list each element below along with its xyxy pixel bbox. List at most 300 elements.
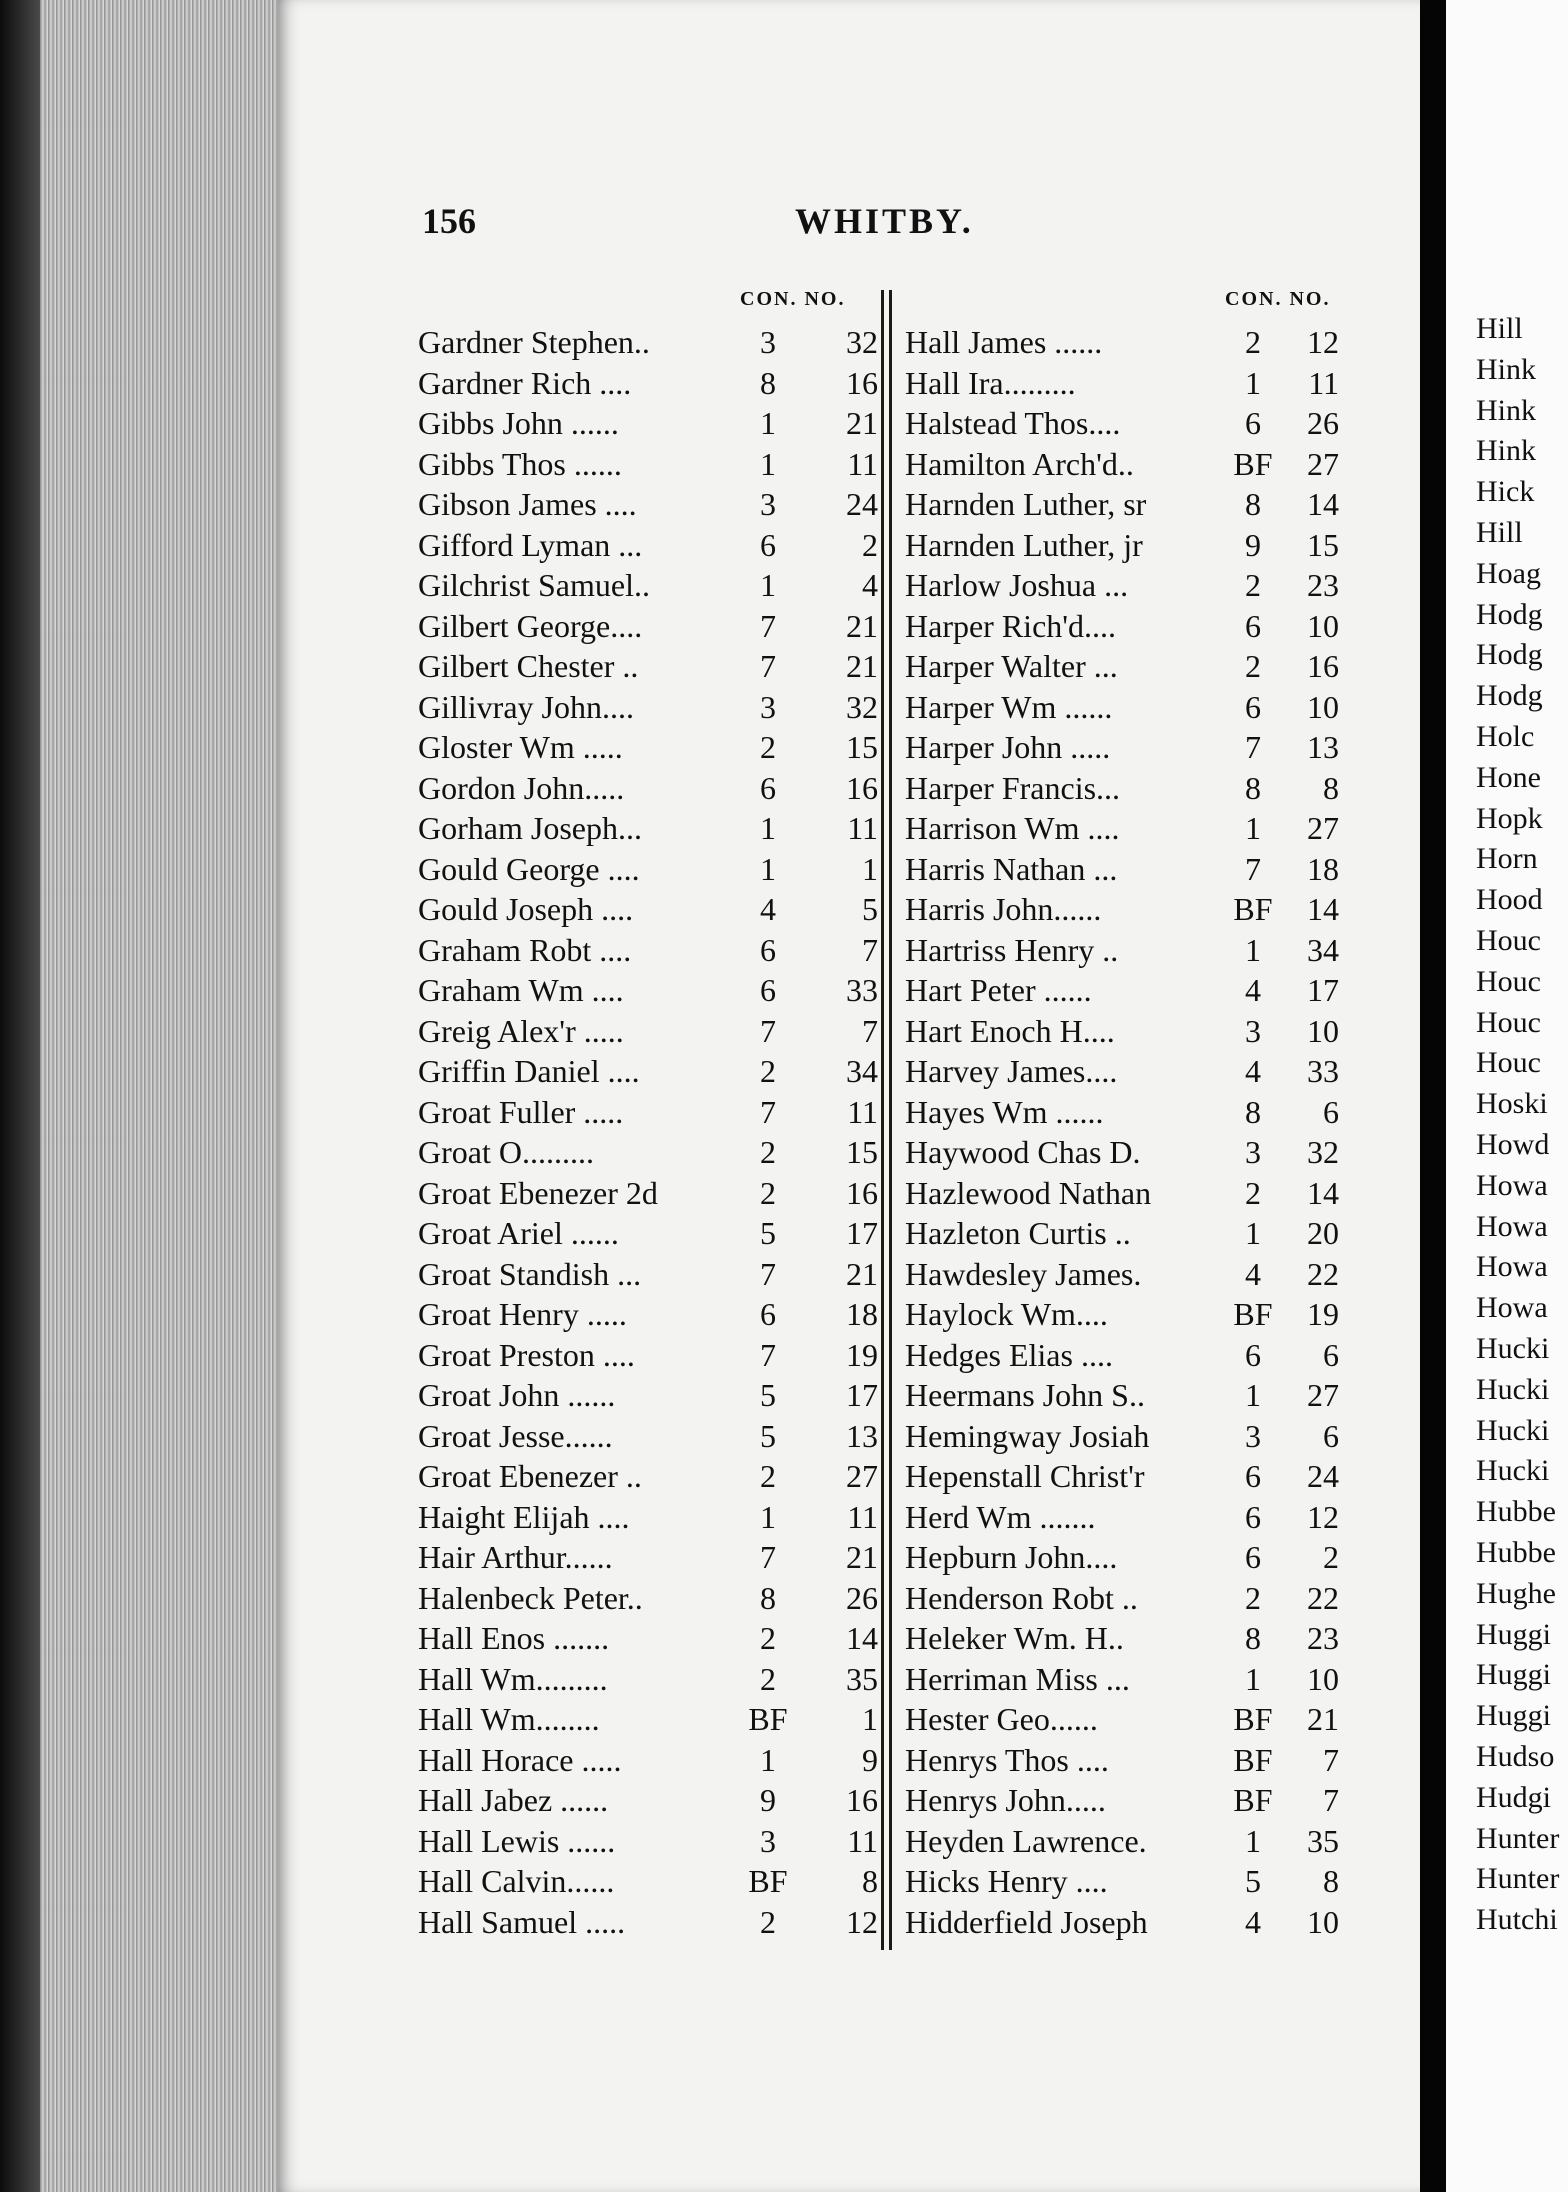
list-item xyxy=(418,1497,878,1538)
concession-number: 7 xyxy=(760,1012,776,1049)
lot-number: 35 xyxy=(1307,1822,1339,1859)
concession-number: BF xyxy=(1233,1741,1273,1778)
list-item xyxy=(418,970,878,1011)
resident-name: Gardner Stephen.. xyxy=(418,324,650,360)
lot-number: 14 xyxy=(1307,486,1339,522)
next-page-fragment: Hucki xyxy=(1476,1413,1550,1447)
list-item xyxy=(418,646,878,687)
list-item xyxy=(905,1618,1345,1659)
concession-number: 9 xyxy=(1245,526,1261,563)
next-page-fragment: Howa xyxy=(1476,1291,1548,1325)
lot-number: 22 xyxy=(1307,1255,1339,1292)
lot-number: 12 xyxy=(846,1903,878,1940)
list-item xyxy=(905,930,1345,971)
concession-number: 6 xyxy=(1245,1336,1261,1373)
list-item xyxy=(418,1902,878,1943)
next-page-fragment: Howd xyxy=(1476,1128,1550,1161)
lot-number: 13 xyxy=(1307,729,1339,765)
concession-number: 7 xyxy=(760,607,776,644)
resident-name: Harris Nathan ... xyxy=(905,850,1118,887)
concession-number: 2 xyxy=(1245,1579,1261,1616)
lot-number: 12 xyxy=(1307,324,1339,360)
lot-number: 11 xyxy=(847,445,878,482)
resident-name: Gould Joseph .... xyxy=(418,891,634,927)
resident-name: Groat O......... xyxy=(418,1134,594,1170)
concession-number: 2 xyxy=(760,1458,776,1494)
page-number: 156 xyxy=(422,201,476,241)
list-item xyxy=(418,1254,878,1295)
next-page-fragment: Howa xyxy=(1476,1209,1548,1243)
right-column-header: CON. NO. xyxy=(1225,288,1331,310)
next-page-fragment: Howa xyxy=(1476,1250,1548,1284)
resident-name: Henrys John..... xyxy=(905,1782,1106,1818)
lot-number: 15 xyxy=(1307,526,1339,563)
concession-number: 4 xyxy=(1245,1255,1261,1292)
next-page-fragment: Holc xyxy=(1476,720,1535,753)
resident-name: Gibbs Thos ...... xyxy=(418,445,622,482)
concession-number: 7 xyxy=(1245,850,1261,887)
lot-number: 34 xyxy=(1307,931,1339,968)
concession-number: 3 xyxy=(760,688,776,725)
list-item xyxy=(905,565,1345,606)
list-item xyxy=(418,1294,878,1335)
next-page-fragment: Horn xyxy=(1476,842,1538,876)
list-item xyxy=(905,1294,1345,1335)
next-page-fragment: Hodg xyxy=(1476,638,1543,672)
resident-name: Harnden Luther, sr xyxy=(905,486,1147,522)
resident-name: Harlow Joshua ... xyxy=(905,567,1129,603)
lot-number: 7 xyxy=(1323,1741,1339,1778)
resident-name: Groat Preston .... xyxy=(418,1336,635,1373)
list-item xyxy=(418,1335,878,1376)
concession-number: 1 xyxy=(1245,1215,1261,1251)
lot-number: 21 xyxy=(846,607,878,644)
resident-name: Gilchrist Samuel.. xyxy=(418,567,650,603)
concession-number: 1 xyxy=(1245,1822,1261,1859)
lot-number: 32 xyxy=(1307,1134,1339,1170)
resident-name: Heyden Lawrence. xyxy=(905,1822,1147,1859)
list-item xyxy=(905,1416,1345,1457)
list-item xyxy=(418,606,878,647)
resident-name: Griffin Daniel .... xyxy=(418,1053,640,1089)
list-item xyxy=(905,1254,1345,1295)
list-item xyxy=(905,525,1345,566)
next-page-fragment: Houc xyxy=(1476,964,1541,998)
resident-name: Harvey James.... xyxy=(905,1053,1118,1089)
list-item xyxy=(418,687,878,728)
concession-number: 6 xyxy=(760,972,776,1008)
concession-number: 6 xyxy=(1245,1458,1261,1494)
concession-number: 3 xyxy=(1245,1417,1261,1454)
resident-name: Harris John...... xyxy=(905,891,1102,927)
next-page-fragment: Houc xyxy=(1476,1046,1541,1080)
list-item xyxy=(905,403,1345,444)
concession-number: 6 xyxy=(1245,1539,1261,1575)
next-page-fragment: Hunter xyxy=(1476,1821,1560,1855)
concession-number: 1 xyxy=(1245,931,1261,968)
lot-number: 15 xyxy=(846,1134,878,1170)
lot-number: 6 xyxy=(1323,1336,1339,1373)
next-page-fragment: Hink xyxy=(1476,393,1536,427)
resident-name: Haight Elijah .... xyxy=(418,1498,630,1535)
resident-name: Hall Ira......... xyxy=(905,364,1076,401)
list-item xyxy=(905,606,1345,647)
list-item xyxy=(905,363,1345,404)
list-item xyxy=(418,1618,878,1659)
next-page-fragment: Hill xyxy=(1476,312,1523,345)
list-item xyxy=(905,322,1345,363)
lot-number: 11 xyxy=(847,1093,878,1130)
lot-number: 16 xyxy=(846,769,878,806)
concession-number: 1 xyxy=(760,850,776,887)
list-item xyxy=(418,1051,878,1092)
lot-number: 10 xyxy=(1307,1012,1339,1049)
concession-number: 7 xyxy=(1245,729,1261,765)
concession-number: BF xyxy=(1233,891,1273,927)
next-page-fragment: Hutchi xyxy=(1476,1903,1558,1937)
resident-name: Hall Enos ....... xyxy=(418,1620,610,1656)
concession-number: 7 xyxy=(760,1539,776,1575)
resident-name: Hemingway Josiah xyxy=(905,1417,1150,1454)
lot-number: 27 xyxy=(846,1458,878,1494)
left-name-column xyxy=(418,322,878,1942)
list-item xyxy=(418,1659,878,1700)
next-page-fragment: Howa xyxy=(1476,1168,1548,1202)
next-page-fragment: Hoag xyxy=(1476,556,1541,590)
resident-name: Herriman Miss ... xyxy=(905,1660,1130,1697)
list-item xyxy=(905,1740,1345,1781)
next-page-fragment: Hubbe xyxy=(1476,1536,1556,1569)
list-item xyxy=(418,1740,878,1781)
list-item xyxy=(905,1132,1345,1173)
list-item xyxy=(905,687,1345,728)
resident-name: Haywood Chas D. xyxy=(905,1134,1141,1170)
resident-name: Hall James ...... xyxy=(905,324,1103,360)
list-item xyxy=(905,444,1345,485)
concession-number: 7 xyxy=(760,1255,776,1292)
list-item xyxy=(418,1578,878,1619)
concession-number: 8 xyxy=(760,1579,776,1616)
concession-number: 7 xyxy=(760,648,776,684)
concession-number: 1 xyxy=(1245,364,1261,401)
list-item xyxy=(905,1092,1345,1133)
concession-number: 1 xyxy=(760,810,776,846)
concession-number: 3 xyxy=(760,1822,776,1859)
concession-number: 2 xyxy=(760,1903,776,1940)
list-item xyxy=(905,1578,1345,1619)
concession-number: BF xyxy=(1233,1701,1273,1737)
concession-number: 2 xyxy=(1245,567,1261,603)
resident-name: Hartriss Henry .. xyxy=(905,931,1119,968)
list-item xyxy=(905,768,1345,809)
next-page-fragment: Houc xyxy=(1476,924,1541,957)
list-item xyxy=(905,1821,1345,1862)
list-item xyxy=(905,1375,1345,1416)
next-page-fragment: Hopk xyxy=(1476,801,1543,835)
resident-name: Hawdesley James. xyxy=(905,1255,1142,1292)
next-page-fragment: Hubbe xyxy=(1476,1495,1556,1529)
book-spine-shadow xyxy=(0,0,40,2192)
concession-number: 2 xyxy=(760,1134,776,1170)
resident-name: Gardner Rich .... xyxy=(418,364,632,401)
concession-number: 5 xyxy=(1245,1863,1261,1899)
lot-number: 21 xyxy=(846,1255,878,1292)
lot-number: 8 xyxy=(1323,769,1339,806)
resident-name: Haylock Wm.... xyxy=(905,1296,1108,1332)
resident-name: Hall Calvin...... xyxy=(418,1863,615,1899)
list-item xyxy=(418,1011,878,1052)
lot-number: 26 xyxy=(1307,405,1339,441)
lot-number: 13 xyxy=(846,1417,878,1454)
resident-name: Hester Geo...... xyxy=(905,1701,1098,1737)
concession-number: 6 xyxy=(1245,1498,1261,1535)
lot-number: 21 xyxy=(846,405,878,441)
list-item xyxy=(418,889,878,930)
concession-number: 5 xyxy=(760,1215,776,1251)
column-divider xyxy=(881,290,884,1950)
resident-name: Harper John ..... xyxy=(905,729,1111,765)
resident-name: Groat Ariel ...... xyxy=(418,1215,619,1251)
list-item xyxy=(418,1456,878,1497)
list-item xyxy=(905,1699,1345,1740)
resident-name: Harrison Wm .... xyxy=(905,810,1120,846)
lot-number: 8 xyxy=(862,1863,878,1899)
list-item xyxy=(418,849,878,890)
next-page-fragment: Hudgi xyxy=(1476,1780,1551,1814)
lot-number: 19 xyxy=(846,1336,878,1373)
next-page-fragment: Hucki xyxy=(1476,1332,1550,1365)
lot-number: 10 xyxy=(1307,1660,1339,1697)
concession-number: 6 xyxy=(760,1296,776,1332)
concession-number: BF xyxy=(748,1863,788,1899)
lot-number: 9 xyxy=(862,1741,878,1778)
book-page-edges xyxy=(0,0,290,2192)
resident-name: Hazleton Curtis .. xyxy=(905,1215,1131,1251)
lot-number: 20 xyxy=(1307,1215,1339,1251)
concession-number: 1 xyxy=(760,1498,776,1535)
concession-number: 8 xyxy=(1245,486,1261,522)
next-page-fragment: Hucki xyxy=(1476,1454,1550,1488)
lot-number: 14 xyxy=(1307,891,1339,927)
concession-number: 1 xyxy=(1245,1660,1261,1697)
lot-number: 34 xyxy=(846,1053,878,1089)
concession-number: 5 xyxy=(760,1417,776,1454)
lot-number: 1 xyxy=(862,850,878,887)
resident-name: Heermans John S.. xyxy=(905,1377,1145,1413)
list-item xyxy=(418,1699,878,1740)
concession-number: 2 xyxy=(760,1174,776,1211)
resident-name: Hedges Elias .... xyxy=(905,1336,1113,1373)
lot-number: 23 xyxy=(1307,567,1339,603)
concession-number: 2 xyxy=(760,729,776,765)
resident-name: Hazlewood Nathan xyxy=(905,1174,1152,1211)
list-item xyxy=(418,1821,878,1862)
list-item xyxy=(905,1011,1345,1052)
concession-number: 7 xyxy=(760,1336,776,1373)
lot-number: 17 xyxy=(1307,972,1339,1008)
lot-number: 16 xyxy=(846,1174,878,1211)
list-item xyxy=(418,727,878,768)
list-item xyxy=(905,1497,1345,1538)
lot-number: 18 xyxy=(1307,850,1339,887)
lot-number: 21 xyxy=(846,648,878,684)
resident-name: Harper Walter ... xyxy=(905,648,1118,684)
lot-number: 7 xyxy=(862,931,878,968)
resident-name: Gilbert Chester .. xyxy=(418,648,639,684)
concession-number: 6 xyxy=(1245,607,1261,644)
concession-number: 4 xyxy=(1245,972,1261,1008)
resident-name: Henderson Robt .. xyxy=(905,1579,1138,1616)
list-item xyxy=(905,1537,1345,1578)
lot-number: 8 xyxy=(1323,1863,1339,1899)
list-item xyxy=(905,1051,1345,1092)
resident-name: Groat John ...... xyxy=(418,1377,616,1413)
concession-number: 4 xyxy=(1245,1903,1261,1940)
lot-number: 24 xyxy=(846,486,878,522)
lot-number: 23 xyxy=(1307,1620,1339,1656)
page-title: WHITBY. xyxy=(795,201,974,241)
lot-number: 17 xyxy=(846,1215,878,1251)
concession-number: 6 xyxy=(1245,688,1261,725)
concession-number: 2 xyxy=(760,1660,776,1697)
resident-name: Graham Robt .... xyxy=(418,931,632,968)
resident-name: Greig Alex'r ..... xyxy=(418,1012,624,1049)
concession-number: 2 xyxy=(1245,648,1261,684)
left-column-header: CON. NO. xyxy=(740,288,846,310)
resident-name: Gillivray John.... xyxy=(418,688,634,725)
lot-number: 16 xyxy=(846,364,878,401)
next-page-fragment: Huggi xyxy=(1476,1699,1551,1733)
resident-name: Harnden Luther, jr xyxy=(905,526,1143,563)
list-item xyxy=(418,525,878,566)
concession-number: BF xyxy=(1233,445,1273,482)
resident-name: Hall Wm........ xyxy=(418,1701,600,1737)
concession-number: 6 xyxy=(1245,405,1261,441)
list-item xyxy=(418,768,878,809)
lot-number: 16 xyxy=(1307,648,1339,684)
concession-number: 6 xyxy=(760,526,776,563)
resident-name: Hall Wm......... xyxy=(418,1660,608,1697)
next-page-fragment: Hone xyxy=(1476,760,1541,794)
next-page-fragment: Hick xyxy=(1476,475,1535,509)
lot-number: 11 xyxy=(1308,364,1339,401)
next-page-fragment: Hood xyxy=(1476,883,1543,917)
list-item xyxy=(905,646,1345,687)
resident-name: Gilbert George.... xyxy=(418,607,643,644)
lot-number: 35 xyxy=(846,1660,878,1697)
resident-name: Hair Arthur...... xyxy=(418,1539,613,1575)
concession-number: 1 xyxy=(1245,1377,1261,1413)
resident-name: Gorham Joseph... xyxy=(418,810,642,846)
lot-number: 17 xyxy=(846,1377,878,1413)
lot-number: 6 xyxy=(1323,1417,1339,1454)
concession-number: 1 xyxy=(760,1741,776,1778)
resident-name: Hicks Henry .... xyxy=(905,1863,1108,1899)
next-page-edge xyxy=(1446,0,1568,2192)
lot-number: 5 xyxy=(862,891,878,927)
concession-number: 7 xyxy=(760,1093,776,1130)
lot-number: 14 xyxy=(846,1620,878,1656)
lot-number: 19 xyxy=(1307,1296,1339,1332)
lot-number: 21 xyxy=(1307,1701,1339,1737)
lot-number: 32 xyxy=(846,324,878,360)
concession-number: 3 xyxy=(760,324,776,360)
lot-number: 7 xyxy=(1323,1782,1339,1818)
list-item xyxy=(905,1659,1345,1700)
list-item xyxy=(905,889,1345,930)
lot-number: 1 xyxy=(862,1701,878,1737)
lot-number: 11 xyxy=(847,1498,878,1535)
column-divider xyxy=(889,290,892,1950)
resident-name: Heleker Wm. H.. xyxy=(905,1620,1124,1656)
concession-number: 5 xyxy=(760,1377,776,1413)
resident-name: Groat Fuller ..... xyxy=(418,1093,624,1130)
list-item xyxy=(905,1861,1345,1902)
lot-number: 15 xyxy=(846,729,878,765)
list-item xyxy=(418,930,878,971)
resident-name: Harper Francis... xyxy=(905,769,1121,806)
resident-name: Harper Wm ...... xyxy=(905,688,1113,725)
resident-name: Gibson James .... xyxy=(418,486,637,522)
resident-name: Henrys Thos .... xyxy=(905,1741,1109,1778)
lot-number: 2 xyxy=(1323,1539,1339,1575)
lot-number: 12 xyxy=(1307,1498,1339,1535)
list-item xyxy=(418,1375,878,1416)
concession-number: 1 xyxy=(760,405,776,441)
resident-name: Gloster Wm ..... xyxy=(418,729,623,765)
list-item xyxy=(418,808,878,849)
concession-number: 2 xyxy=(1245,1174,1261,1211)
concession-number: 3 xyxy=(1245,1134,1261,1170)
resident-name: Halstead Thos.... xyxy=(905,405,1121,441)
lot-number: 26 xyxy=(846,1579,878,1616)
concession-number: 6 xyxy=(760,769,776,806)
resident-name: Hart Enoch H.... xyxy=(905,1012,1115,1049)
concession-number: 2 xyxy=(1245,324,1261,360)
next-page-fragment: Hunter xyxy=(1476,1862,1560,1896)
resident-name: Hall Horace ..... xyxy=(418,1741,622,1778)
right-name-column xyxy=(905,322,1345,1942)
concession-number: 8 xyxy=(1245,1620,1261,1656)
concession-number: 4 xyxy=(760,891,776,927)
lot-number: 27 xyxy=(1307,810,1339,846)
list-item xyxy=(905,849,1345,890)
resident-name: Halenbeck Peter.. xyxy=(418,1579,643,1616)
list-item xyxy=(905,1780,1345,1821)
lot-number: 10 xyxy=(1307,607,1339,644)
lot-number: 21 xyxy=(846,1539,878,1575)
concession-number: 3 xyxy=(1245,1012,1261,1049)
list-item xyxy=(418,444,878,485)
concession-number: 8 xyxy=(1245,769,1261,806)
concession-number: 3 xyxy=(760,486,776,522)
resident-name: Groat Henry ..... xyxy=(418,1296,627,1332)
concession-number: 1 xyxy=(1245,810,1261,846)
list-item xyxy=(418,1861,878,1902)
lot-number: 11 xyxy=(847,1822,878,1859)
concession-number: 4 xyxy=(1245,1053,1261,1089)
resident-name: Hamilton Arch'd.. xyxy=(905,445,1134,482)
lot-number: 27 xyxy=(1307,1377,1339,1413)
resident-name: Hidderfield Joseph xyxy=(905,1903,1148,1940)
resident-name: Hall Jabez ...... xyxy=(418,1782,609,1818)
list-item xyxy=(418,1173,878,1214)
lot-number: 27 xyxy=(1307,445,1339,482)
next-page-fragment: Hoski xyxy=(1476,1087,1548,1121)
list-item xyxy=(905,1335,1345,1376)
lot-number: 11 xyxy=(847,810,878,846)
concession-number: 8 xyxy=(1245,1093,1261,1130)
